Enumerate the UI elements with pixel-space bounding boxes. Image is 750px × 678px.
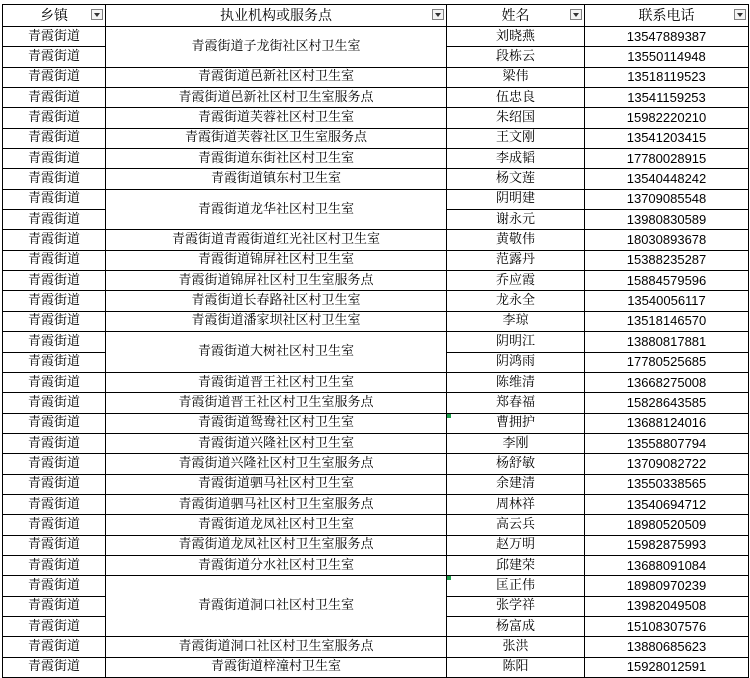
cell-name[interactable]: 杨富成 — [447, 616, 585, 636]
cell-name[interactable]: 阴鸿雨 — [447, 352, 585, 372]
cell-name[interactable]: 李成韬 — [447, 149, 585, 169]
cell-town[interactable]: 青霞街道 — [3, 454, 106, 474]
filter-dropdown-icon[interactable] — [734, 9, 746, 20]
cell-org[interactable]: 青霞街道邑新社区村卫生室服务点 — [106, 88, 447, 108]
cell-town[interactable]: 青霞街道 — [3, 616, 106, 636]
cell-org[interactable]: 青霞街道龙凤社区村卫生室服务点 — [106, 535, 447, 555]
table-row — [3, 454, 749, 474]
cell-phone[interactable]: 13547889387 — [585, 27, 749, 47]
cell-name[interactable]: 余建清 — [447, 474, 585, 494]
cell-phone[interactable]: 18980520509 — [585, 515, 749, 535]
spreadsheet-table — [2, 4, 749, 678]
cell-town[interactable]: 青霞街道 — [3, 149, 106, 169]
cell-org[interactable]: 青霞街道驷马社区村卫生室 — [106, 474, 447, 494]
header-phone — [585, 5, 749, 27]
table-row — [3, 372, 749, 392]
cell-town[interactable]: 青霞街道 — [3, 47, 106, 67]
cell-org[interactable]: 青霞街道兴隆社区村卫生室服务点 — [106, 454, 447, 474]
cell-name[interactable]: 阴明江 — [447, 332, 585, 352]
cell-org[interactable]: 青霞街道锦屏社区村卫生室服务点 — [106, 271, 447, 291]
cell-town[interactable]: 青霞街道 — [3, 67, 106, 87]
cell-town[interactable]: 青霞街道 — [3, 576, 106, 596]
cell-town[interactable]: 青霞街道 — [3, 393, 106, 413]
cell-name[interactable]: 李琼 — [447, 311, 585, 331]
cell-name[interactable]: 刘晓燕 — [447, 27, 585, 47]
cell-org[interactable]: 青霞街道鸳鸯社区村卫生室 — [106, 413, 447, 433]
cell-name[interactable]: 梁伟 — [447, 67, 585, 87]
cell-phone[interactable]: 17780028915 — [585, 149, 749, 169]
table-row — [3, 149, 749, 169]
cell-name[interactable]: 龙永全 — [447, 291, 585, 311]
cell-phone[interactable]: 18030893678 — [585, 230, 749, 250]
cell-town[interactable]: 青霞街道 — [3, 474, 106, 494]
cell-org[interactable]: 青霞街道子龙街社区村卫生室 — [106, 27, 447, 68]
cell-phone[interactable]: 13688124016 — [585, 413, 749, 433]
cell-phone[interactable]: 13980830589 — [585, 210, 749, 230]
table-row — [3, 291, 749, 311]
header-org-label: 执业机构或服务点 — [220, 7, 332, 24]
table-row — [3, 67, 749, 87]
cell-org[interactable]: 青霞街道分水社区村卫生室 — [106, 555, 447, 575]
cell-phone[interactable]: 13668275008 — [585, 372, 749, 392]
table-row — [3, 515, 749, 535]
table-row — [3, 230, 749, 250]
cell-phone[interactable]: 13880817881 — [585, 332, 749, 352]
cell-town[interactable]: 青霞街道 — [3, 210, 106, 230]
cell-org[interactable]: 青霞街道镇东村卫生室 — [106, 169, 447, 189]
cell-town[interactable]: 青霞街道 — [3, 372, 106, 392]
table-row — [3, 535, 749, 555]
cell-phone[interactable]: 15388235287 — [585, 250, 749, 270]
cell-name[interactable]: 朱绍国 — [447, 108, 585, 128]
table-row — [3, 271, 749, 291]
cell-town[interactable]: 青霞街道 — [3, 555, 106, 575]
cell-name[interactable]: 周林祥 — [447, 494, 585, 514]
cell-org[interactable]: 青霞街道洞口社区村卫生室 — [106, 576, 447, 637]
cell-town[interactable]: 青霞街道 — [3, 108, 106, 128]
cell-name[interactable]: 黄敬伟 — [447, 230, 585, 250]
cell-phone[interactable]: 15982220210 — [585, 108, 749, 128]
cell-town[interactable]: 青霞街道 — [3, 128, 106, 148]
cell-town[interactable]: 青霞街道 — [3, 637, 106, 657]
cell-phone[interactable]: 13688091084 — [585, 555, 749, 575]
cell-phone[interactable]: 15884579596 — [585, 271, 749, 291]
cell-name[interactable]: 杨文莲 — [447, 169, 585, 189]
cell-phone[interactable]: 13709085548 — [585, 189, 749, 209]
cell-org[interactable]: 青霞街道梓潼村卫生室 — [106, 657, 447, 677]
cell-name[interactable]: 曹拥护 — [447, 413, 585, 433]
cell-name[interactable]: 谢永元 — [447, 210, 585, 230]
cell-town[interactable]: 青霞街道 — [3, 413, 106, 433]
header-town — [3, 5, 106, 27]
table-row — [3, 332, 749, 352]
cell-phone[interactable]: 15928012591 — [585, 657, 749, 677]
cell-org[interactable]: 青霞街道芙蓉社区村卫生室 — [106, 108, 447, 128]
cell-name[interactable]: 张学祥 — [447, 596, 585, 616]
cell-org[interactable]: 青霞街道兴隆社区村卫生室 — [106, 433, 447, 453]
cell-name[interactable]: 陈阳 — [447, 657, 585, 677]
cell-town[interactable]: 青霞街道 — [3, 169, 106, 189]
table-row — [3, 311, 749, 331]
cell-name[interactable]: 郑春福 — [447, 393, 585, 413]
cell-phone[interactable]: 13558807794 — [585, 433, 749, 453]
comment-indicator-icon — [447, 414, 451, 418]
header-row — [3, 5, 749, 27]
cell-name[interactable]: 伍忠良 — [447, 88, 585, 108]
cell-name[interactable]: 张洪 — [447, 637, 585, 657]
table-row — [3, 27, 749, 47]
cell-phone[interactable]: 13880685623 — [585, 637, 749, 657]
cell-org[interactable]: 青霞街道龙华社区村卫生室 — [106, 189, 447, 230]
cell-phone[interactable]: 15828643585 — [585, 393, 749, 413]
table-row — [3, 494, 749, 514]
cell-name[interactable]: 范露丹 — [447, 250, 585, 270]
cell-phone[interactable]: 13982049508 — [585, 596, 749, 616]
cell-org[interactable]: 青霞街道晋王社区村卫生室 — [106, 372, 447, 392]
cell-town[interactable]: 青霞街道 — [3, 433, 106, 453]
cell-town[interactable]: 青霞街道 — [3, 332, 106, 352]
table-row — [3, 637, 749, 657]
cell-name[interactable]: 阴明建 — [447, 189, 585, 209]
cell-town[interactable]: 青霞街道 — [3, 352, 106, 372]
header-town-label: 乡镇 — [40, 7, 68, 24]
cell-name[interactable]: 匡正伟 — [447, 576, 585, 596]
cell-name[interactable]: 王文刚 — [447, 128, 585, 148]
cell-town[interactable]: 青霞街道 — [3, 515, 106, 535]
comment-indicator-icon — [447, 576, 451, 580]
cell-town[interactable]: 青霞街道 — [3, 311, 106, 331]
header-phone-label: 联系电话 — [638, 7, 695, 24]
cell-org[interactable]: 青霞街道潘家坝社区村卫生室 — [106, 311, 447, 331]
table-row — [3, 433, 749, 453]
cell-name[interactable]: 段栋云 — [447, 47, 585, 67]
cell-phone[interactable]: 13540056117 — [585, 291, 749, 311]
cell-name[interactable]: 李刚 — [447, 433, 585, 453]
cell-name[interactable]: 杨舒敏 — [447, 454, 585, 474]
cell-org[interactable]: 青霞街道邑新社区村卫生室 — [106, 67, 447, 87]
table-row — [3, 108, 749, 128]
cell-town[interactable]: 青霞街道 — [3, 88, 106, 108]
header-org — [106, 5, 447, 27]
table-row — [3, 88, 749, 108]
filter-dropdown-icon[interactable] — [91, 9, 103, 20]
cell-town[interactable]: 青霞街道 — [3, 535, 106, 555]
table-row — [3, 189, 749, 209]
table-body — [3, 27, 749, 678]
table-row — [3, 250, 749, 270]
cell-town[interactable]: 青霞街道 — [3, 291, 106, 311]
cell-name[interactable]: 陈维清 — [447, 372, 585, 392]
table-row — [3, 413, 749, 433]
header-name — [447, 5, 585, 27]
cell-org[interactable]: 青霞街道长春路社区村卫生室 — [106, 291, 447, 311]
header-name-label: 姓名 — [501, 7, 530, 24]
cell-town[interactable]: 青霞街道 — [3, 657, 106, 677]
cell-phone[interactable]: 17780525685 — [585, 352, 749, 372]
cell-name[interactable]: 邱建荣 — [447, 555, 585, 575]
cell-phone[interactable]: 13518146570 — [585, 311, 749, 331]
cell-org[interactable]: 青霞街道洞口社区村卫生室服务点 — [106, 637, 447, 657]
table-row — [3, 128, 749, 148]
cell-phone[interactable]: 13518119523 — [585, 67, 749, 87]
cell-phone[interactable]: 13550338565 — [585, 474, 749, 494]
table-row — [3, 576, 749, 596]
cell-phone[interactable]: 13540448242 — [585, 169, 749, 189]
cell-town[interactable]: 青霞街道 — [3, 230, 106, 250]
cell-town[interactable]: 青霞街道 — [3, 27, 106, 47]
table-row — [3, 474, 749, 494]
cell-phone[interactable]: 18980970239 — [585, 576, 749, 596]
table-row — [3, 169, 749, 189]
cell-phone[interactable]: 15108307576 — [585, 616, 749, 636]
table-row — [3, 393, 749, 413]
cell-org[interactable]: 青霞街道龙凤社区村卫生室 — [106, 515, 447, 535]
filter-dropdown-icon[interactable] — [570, 9, 582, 20]
cell-town[interactable]: 青霞街道 — [3, 494, 106, 514]
cell-org[interactable]: 青霞街道锦屏社区村卫生室 — [106, 250, 447, 270]
cell-phone[interactable]: 13550114948 — [585, 47, 749, 67]
cell-org[interactable]: 青霞街道青霞街道红光社区村卫生室 — [106, 230, 447, 250]
cell-org[interactable]: 青霞街道芙蓉社区卫生室服务点 — [106, 128, 447, 148]
cell-town[interactable]: 青霞街道 — [3, 271, 106, 291]
filter-dropdown-icon[interactable] — [432, 9, 444, 20]
cell-name[interactable]: 赵万明 — [447, 535, 585, 555]
cell-phone[interactable]: 13540694712 — [585, 494, 749, 514]
cell-town[interactable]: 青霞街道 — [3, 596, 106, 616]
cell-org[interactable]: 青霞街道大树社区村卫生室 — [106, 332, 447, 373]
cell-org[interactable]: 青霞街道驷马社区村卫生室服务点 — [106, 494, 447, 514]
table-row — [3, 657, 749, 677]
cell-phone[interactable]: 13541159253 — [585, 88, 749, 108]
cell-org[interactable]: 青霞街道晋王社区村卫生室服务点 — [106, 393, 447, 413]
cell-phone[interactable]: 13541203415 — [585, 128, 749, 148]
cell-town[interactable]: 青霞街道 — [3, 189, 106, 209]
cell-org[interactable]: 青霞街道东街社区村卫生室 — [106, 149, 447, 169]
cell-phone[interactable]: 15982875993 — [585, 535, 749, 555]
cell-phone[interactable]: 13709082722 — [585, 454, 749, 474]
table-row — [3, 555, 749, 575]
cell-name[interactable]: 高云兵 — [447, 515, 585, 535]
cell-name[interactable]: 乔应霞 — [447, 271, 585, 291]
cell-town[interactable]: 青霞街道 — [3, 250, 106, 270]
